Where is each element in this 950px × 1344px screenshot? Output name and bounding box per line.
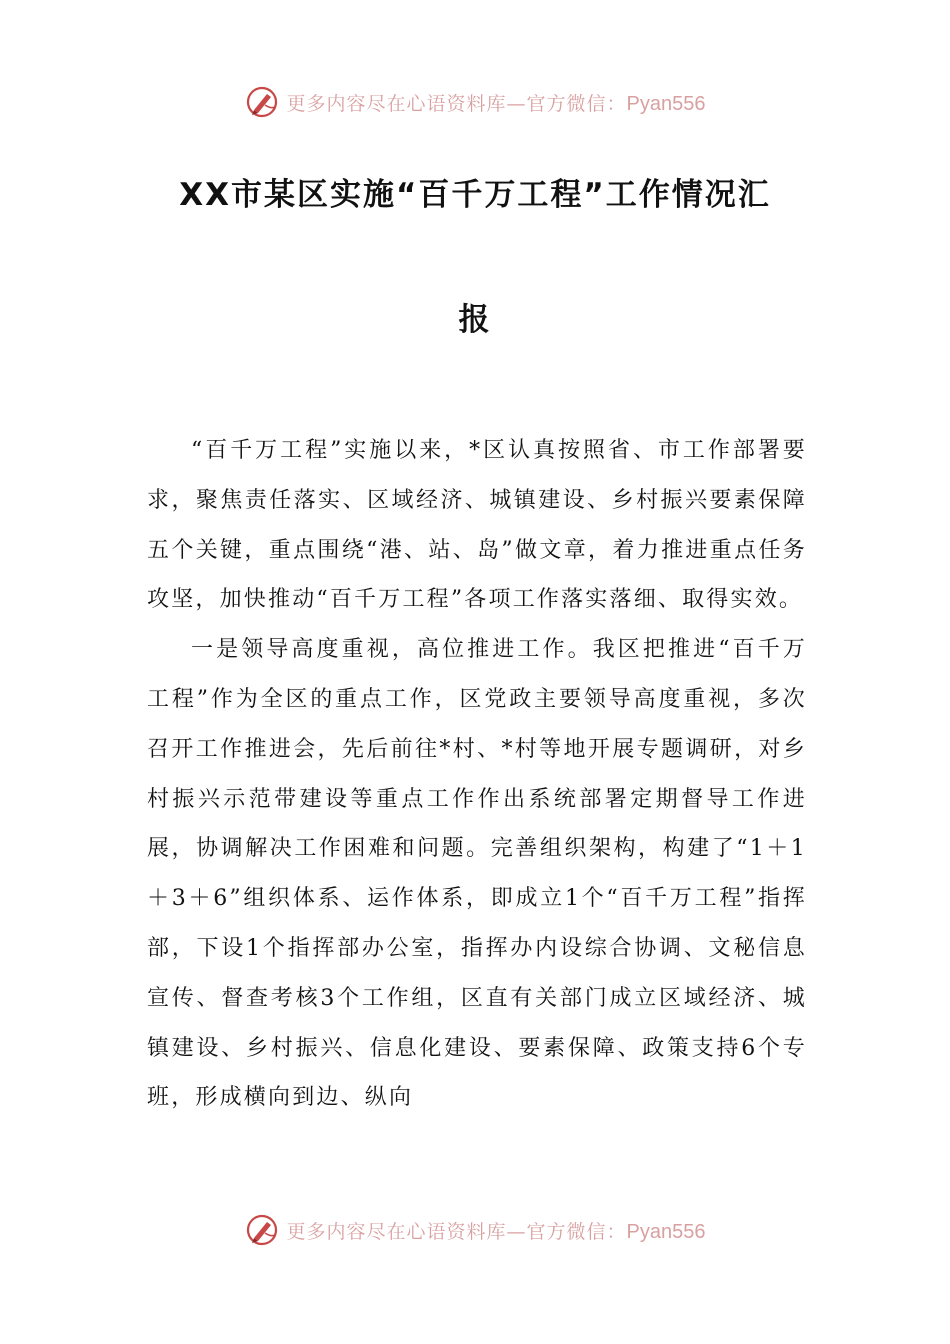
header-watermark	[0, 82, 950, 122]
pen-logo-icon	[245, 1213, 279, 1247]
wechat-id: Pyan556	[626, 1220, 706, 1243]
watermark-text: 更多内容尽在心语资料库—官方微信：Pyan556	[286, 92, 706, 115]
document-body	[147, 426, 807, 1123]
paragraph-intro: “百千万工程”实施以来，*区认真按照省、市工作部署要求，聚焦责任落实、区域经济、城镇建设、乡村振兴要素保障五个关键，重点围绕“港、站、岛”做文章，着力推进重点任务攻坚，加快推动“百千万工程”各项工作落实落细、取得实效。	[147, 438, 807, 613]
pen-logo-icon	[245, 85, 279, 119]
footer-watermark	[0, 1210, 950, 1250]
document-title-line-1: XX市某区实施“百千万工程”工作情况汇	[179, 177, 771, 213]
document-title-line-2: 报	[458, 302, 492, 338]
paragraph-point-1: 一是领导高度重视，高位推进工作。我区把推进“百千万工程”作为全区的重点工作，区党政主要领导高度重视，多次召开工作推进会，先后前往*村、*村等地开展专题调研，对乡村振兴示范带建设等重点工作作出系统部署定期督导工作进展，协调解决工作困难和问题。完善组织架构，构建了“1＋1＋3＋6”组织体系、运作体系，即成立1个“百千万工程”指挥部，下设1个指挥部办公室，指挥办内设综合协调、文秘信息宣传、督查考核3个工作组，区直有关部门成立区域经济、城镇建设、乡村振兴、信息化建设、要素保障、政策支持6个专班，形成横向到边、纵向	[147, 637, 807, 1111]
watermark-text: 更多内容尽在心语资料库—官方微信：Pyan556	[286, 1220, 706, 1243]
wechat-id: Pyan556	[626, 92, 706, 115]
